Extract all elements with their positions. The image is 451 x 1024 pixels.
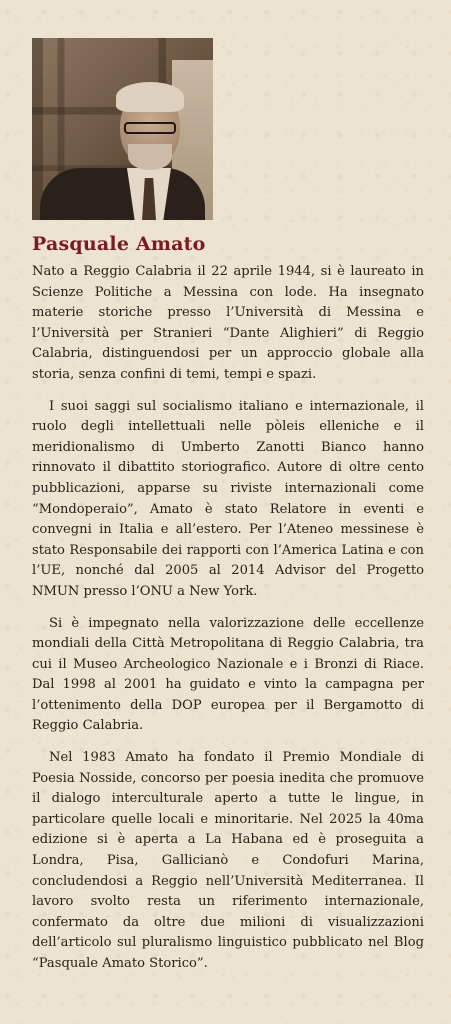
biography xyxy=(32,262,424,986)
person-name: Pasquale Amato xyxy=(32,233,206,255)
jacket xyxy=(40,168,205,220)
portrait-photo xyxy=(32,38,213,220)
hair xyxy=(116,82,184,112)
bio-paragraph-2: I suoi saggi sul socialismo italiano e internazionale, il ruolo degli intellettuali nelle pòleis elleniche e il meridionalismo di Umberto Zanotti Bianco hanno rinnovato il dibattito storiografico. Autore di oltre cento pubblicazioni, apparse su riviste internazionali come “Mondoperaio”, Amato è stato Relatore in eventi e convegni in Italia e all’estero. Per l’Ateneo messinese è stato Responsabile dei rapporti con l’America Latina e con l’UE, nonché dal 2005 al 2014 Advisor del Progetto NMUN presso l’ONU a New York. xyxy=(32,398,424,599)
bio-paragraph-1: Nato a Reggio Calabria il 22 aprile 1944, si è laureato in Scienze Politiche a Messina con lode. Ha insegnato materie storiche presso l’Università di Messina e l’Università per Stranieri “Dante Alighieri” di Reggio Calabria, distinguendosi per un approccio globale alla storia, senza confini di temi, tempi e spazi. xyxy=(32,264,424,382)
bio-paragraph-3: Si è impegnato nella valorizzazione delle eccellenze mondiali della Città Metropolitana di Reggio Calabria, tra cui il Museo Archeologico Nazionale e i Bronzi di Riace. Dal 1998 al 2001 ha guidato e vinto la campagna per l’ottenimento della DOP europea per il Bergamotto di Reggio Calabria. xyxy=(32,615,424,734)
glasses xyxy=(124,122,176,134)
beard xyxy=(128,144,172,170)
bio-paragraph-4: Nel 1983 Amato ha fondato il Premio Mondiale di Poesia Nosside, concorso per poesia inedita che promuove il dialogo interculturale aperto a tutte le lingue, in particolare quelle locali e minoritarie. Nel 2025 la 40ma edizione si è aperta a La Habana ed è proseguita a Londra, Pisa, Gallicianò e Condofuri Marina, concludendosi a Reggio nell’Università Mediterranea. Il lavoro svolto resta un riferimento internazionale, confermato da oltre due milioni di visualizzazioni dell’articolo sul pluralismo linguistico pubblicato nel Blog “Pasquale Amato Storico”. xyxy=(32,750,424,971)
